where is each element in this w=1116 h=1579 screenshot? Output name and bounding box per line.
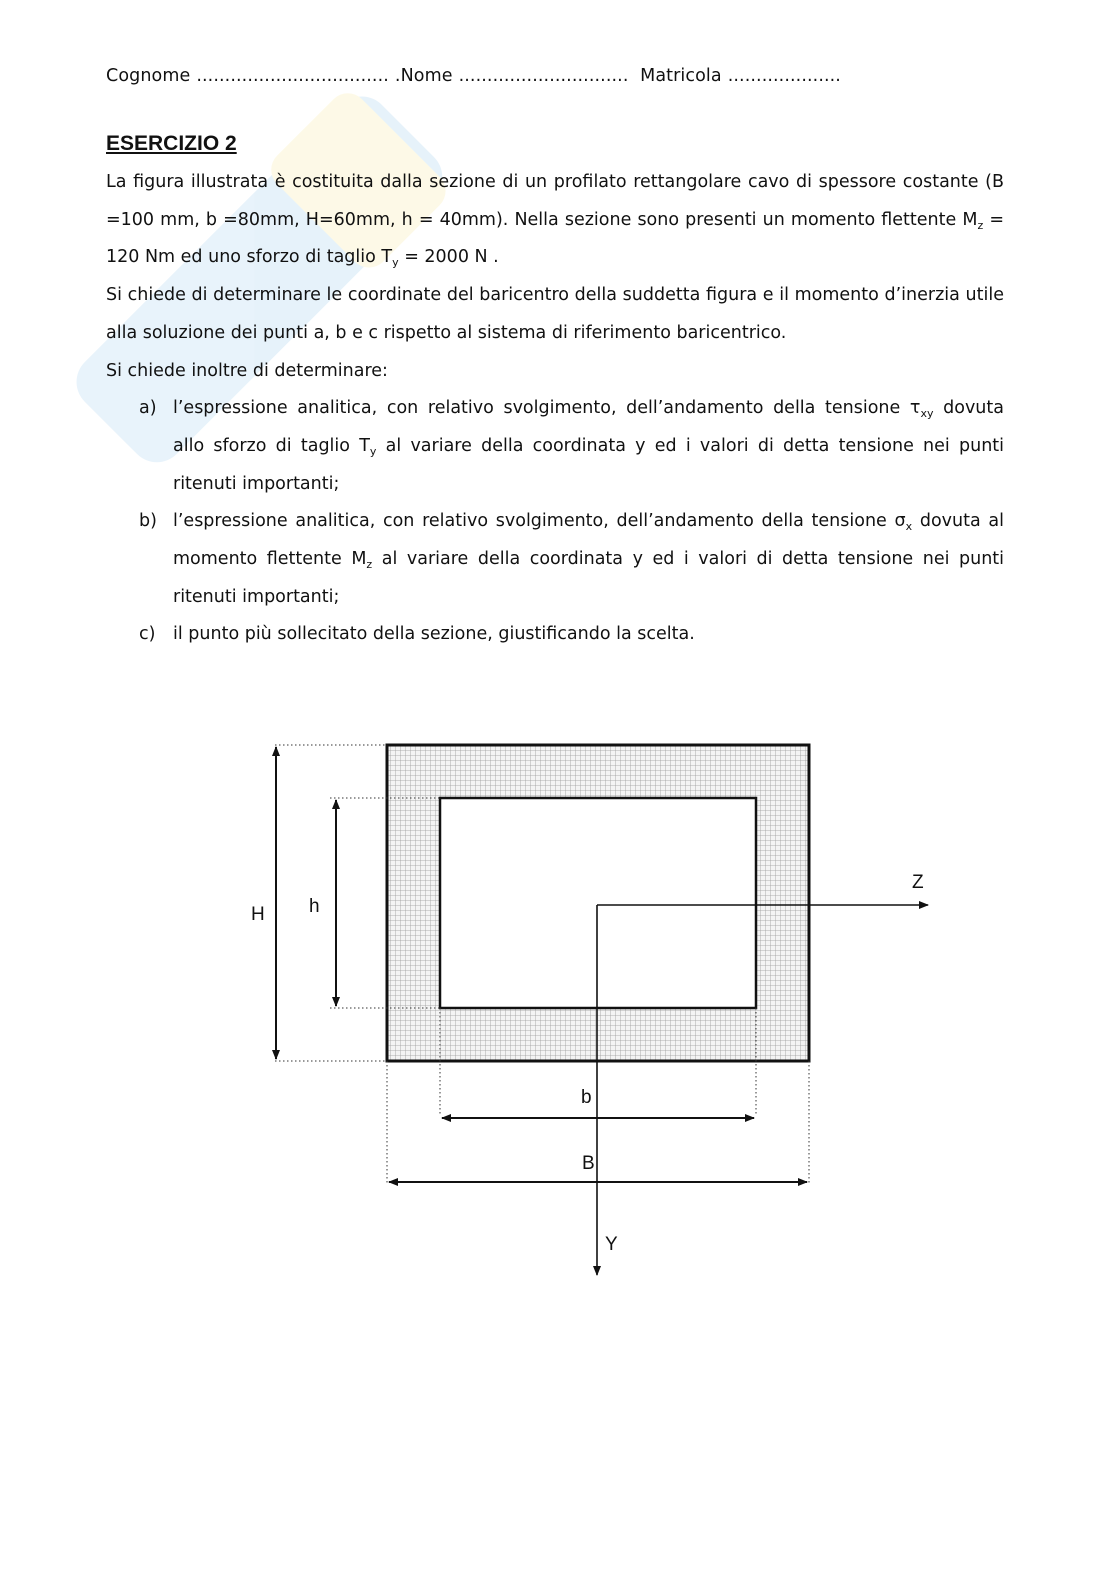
- request-paragraph: Si chiede di determinare le coordinate del baricentro della suddetta figura e il momento d’inerzia utile alla soluzione dei punti a, b e c rispetto al sistema di riferimento baricentrico.: [106, 285, 1004, 343]
- label-B: B: [582, 1153, 595, 1174]
- label-H: H: [251, 904, 265, 925]
- name-label: .Nome: [394, 66, 453, 86]
- exercise-title: ESERCIZIO 2: [106, 132, 237, 155]
- matricola-label: Matricola: [640, 66, 722, 86]
- surname-field[interactable]: ..................................: [196, 66, 389, 86]
- label-Z: Z: [912, 872, 924, 893]
- list-item: b) l’espressione analitica, con relativo svolgimento, dell’andamento della tensione $\sigma_x$ dovuta al momento flettente $M_z$ al variare della coordinata y ed i valori di detta tensione nei punti ritenuti importanti;: [139, 511, 1005, 607]
- label-h: h: [309, 896, 320, 917]
- label-b: b: [581, 1087, 592, 1108]
- inner-hole: [440, 798, 756, 1008]
- surname-label: Cognome: [106, 66, 191, 86]
- exercise-body: [106, 164, 1004, 654]
- name-field[interactable]: ..............................: [458, 66, 629, 86]
- cross-section-figure: [230, 720, 950, 1300]
- list-item: a) l’espressione analitica, con relativo svolgimento, dell’andamento della tensione $\tau_{xy}$ dovuta allo sforzo di taglio $T_y$ al variare della coordinata y ed i valori di detta tensione nei punti ritenuti importanti;: [139, 398, 1005, 494]
- student-info-line: [106, 66, 847, 86]
- list-item: c) il punto più sollecitato della sezione, giustificando la scelta.: [139, 624, 695, 645]
- problem-statement: La figura illustrata è costituita dalla sezione di un profilato rettangolare cavo di spessore costante (B =100 mm, b =80mm, H=60mm, h = 40mm). Nella sezione sono presenti un momento flettente $M_z = 120$ Nm ed uno sforzo di taglio $T_y = 2000$ N .: [106, 172, 1004, 270]
- request-list: [106, 390, 1004, 654]
- request-intro: Si chiede inoltre di determinare:: [106, 360, 388, 381]
- label-Y: Y: [605, 1234, 618, 1255]
- matricola-field[interactable]: ....................: [727, 66, 841, 86]
